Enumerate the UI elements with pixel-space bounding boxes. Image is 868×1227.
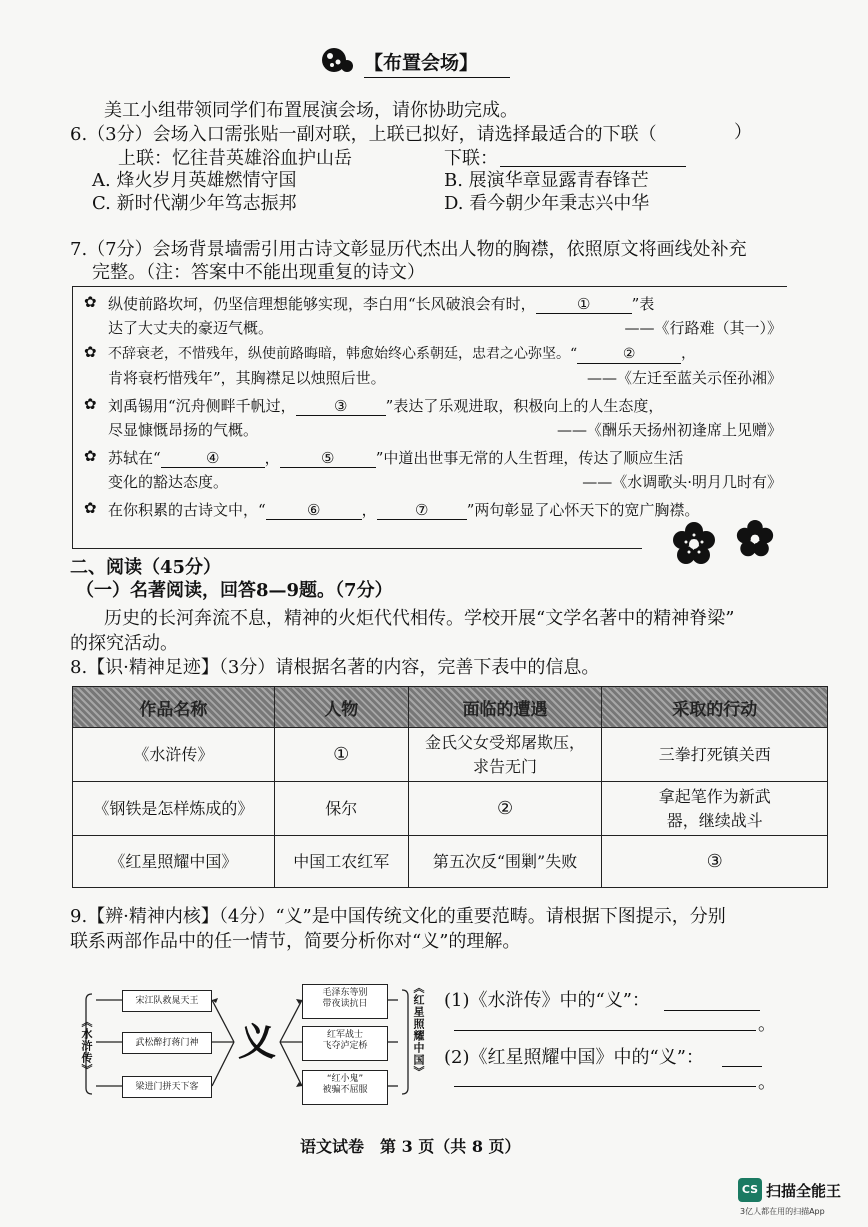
q7-stem-1: 7.（7分）会场背景墙需引用古诗文彰显历代杰出人物的胸襟，依照原文将画线处补充 [70, 239, 747, 260]
q9-stem-2: 联系两部作品中的任一情节，简要分析你对“义”的理解。 [70, 931, 521, 952]
q8-stem: 8.【识·精神足迹】（3分）请根据名著的内容，完善下表中的信息。 [70, 657, 600, 678]
table-row [73, 728, 828, 782]
table-cell: 拿起笔作为新武 器，继续战斗 [602, 782, 828, 836]
ornament-icon [320, 46, 354, 76]
q7-item-2-text-c: 肯将衰朽惜残年”，其胸襟足以烛照后世。 [108, 369, 386, 387]
right-box-1: 毛泽东等别 带夜读抗日 [302, 984, 388, 1019]
q6-upper: 上联：忆往昔英雄浴血护山岳 [118, 148, 352, 169]
table-cell-blank[interactable]: ③ [602, 836, 828, 888]
section-title: 【布置会场】 [364, 52, 479, 74]
blank-1[interactable]: ① [536, 295, 632, 314]
q7-item-3 [84, 394, 784, 440]
table-header: 作品名称 [73, 687, 275, 728]
q6-lower-blank [500, 166, 686, 167]
q7-item-2-source: ——《左迁至蓝关示侄孙湘》 [586, 369, 782, 387]
q7-item-1-text-a: 纵使前路坎坷，仍坚信理想能够实现，李白用“长风破浪会有时， [108, 295, 536, 313]
q7-item-4-source: ——《水调歌头·明月几时有》 [582, 473, 782, 491]
q9-answer-2-label: (2)《红星照耀中国》中的“义”： [444, 1047, 704, 1068]
left-box-2: 武松醉打蒋门神 [122, 1032, 212, 1054]
q7-box-bottom-line [72, 548, 642, 549]
table-cell: 第五次反“围剿”失败 [408, 836, 602, 888]
q9-answer-1-line-b[interactable] [454, 1030, 756, 1031]
q9-answer-1-line-a[interactable] [664, 1010, 760, 1011]
q6-option-a: A. 烽火岁月英雄燃情守国 [92, 170, 297, 191]
page-footer: 语文试卷 第 3 页（共 8 页） [300, 1137, 521, 1156]
q7-item-1-source: ——《行路难（其一）》 [624, 319, 782, 337]
table-cell: 金氏父女受郑屠欺压， 求告无门 [408, 728, 602, 782]
section-intro: 美工小组带领同学们布置展演会场，请你协助完成。 [104, 100, 518, 121]
blank-3[interactable]: ③ [296, 397, 386, 416]
blank-2[interactable]: ② [577, 345, 681, 364]
q6-stem: 6.（3分）会场入口需张贴一副对联，上联已拟好，请选择最适合的下联（ [70, 124, 657, 145]
q7-item-4-text-b: ”中道出世事无常的人生哲理，传达了顺应生活 [375, 449, 684, 467]
q9-answer-2-period: 。 [758, 1072, 776, 1093]
q7-item-3-source: ——《酬乐天扬州初逢席上见赠》 [556, 421, 782, 439]
q7-item-2-text-b: ， [681, 346, 696, 362]
yi-diagram [76, 976, 425, 1110]
table-row [73, 836, 828, 888]
q7-item-2-text-a: 不辞衰老，不惜残年，纵使前路晦暗，韩愈始终心系朝廷，忠君之心弥坚。“ [108, 346, 578, 362]
q9-answer-1-label: (1)《水浒传》中的“义”： [444, 990, 650, 1011]
q7-item-3-text-b: ”表达了乐观进取，积极向上的人生态度， [385, 397, 664, 415]
flower-bullet-icon: ✿ [84, 343, 97, 361]
table-header-row [73, 687, 828, 728]
plum-blossom-icon [736, 520, 774, 558]
q6-paren-close: ） [734, 122, 752, 143]
center-yi: 义 [238, 1019, 277, 1064]
table-cell: 《水浒传》 [73, 728, 275, 782]
q7-item-5-text-b: ”两句彰显了心怀天下的宽广胸襟。 [466, 501, 700, 519]
q9-answer-2-line-a[interactable] [722, 1066, 762, 1067]
flower-bullet-icon: ✿ [84, 447, 97, 465]
q7-stem-2: 完整。（注：答案中不能出现重复的诗文） [92, 262, 425, 283]
q7-item-4-mid: ， [264, 449, 280, 467]
title-underline [364, 77, 510, 78]
reading-intro-1: 历史的长河奔流不息，精神的火炬代代相传。学校开展“文学名著中的精神脊梁” [104, 608, 735, 629]
table-cell: 《钢铁是怎样炼成的》 [73, 782, 275, 836]
left-box-1: 宋江队救晁天王 [122, 990, 212, 1012]
left-box-3: 梁进门拼天下客 [122, 1076, 212, 1098]
q7-item-3-text-a: 刘禹锡用“沉舟侧畔千帆过， [108, 397, 296, 415]
q9-stem-1: 9.【辨·精神内核】（4分）“义”是中国传统文化的重要范畴。请根据下图提示，分别 [70, 906, 726, 927]
table-header: 人物 [274, 687, 408, 728]
blank-7[interactable]: ⑦ [377, 501, 467, 520]
table-cell-blank[interactable]: ② [408, 782, 602, 836]
q7-item-4-text-c: 变化的豁达态度。 [108, 473, 229, 491]
reading-sub: （一）名著阅读，回答8—9题。（7分） [76, 580, 393, 601]
plum-blossom-icon [672, 522, 716, 566]
table-cell: 保尔 [274, 782, 408, 836]
table-row [73, 782, 828, 836]
table-cell: 三拳打死镇关西 [602, 728, 828, 782]
q6-lower: 下联： [444, 148, 498, 169]
q8-table [72, 686, 828, 888]
scanner-watermark [738, 1178, 864, 1222]
q9-answer-2-line-b[interactable] [454, 1086, 756, 1087]
q7-item-1-text-b: ”表 [631, 295, 655, 313]
flower-bullet-icon: ✿ [84, 395, 97, 413]
q7-item-5-text-a: 在你积累的古诗文中，“ [108, 501, 266, 519]
reading-title: 二、阅读（45分） [70, 557, 222, 578]
table-cell-blank[interactable]: ① [274, 728, 408, 782]
flower-bullet-icon: ✿ [84, 293, 97, 311]
blank-5[interactable]: ⑤ [280, 449, 376, 468]
q6-option-c: C. 新时代潮少年笃志振邦 [92, 193, 297, 214]
q7-item-1-text-c: 达了大丈夫的豪迈气概。 [108, 319, 274, 337]
q7-item-5-mid: ， [361, 501, 377, 519]
q6-option-b: B. 展演华章显露青春锋芒 [444, 170, 649, 191]
scanner-tagline: 3亿人都在用的扫描App [740, 1207, 825, 1216]
right-work-label: 《红星照耀中国》 [412, 982, 425, 1078]
scanner-name: 扫描全能王 [766, 1182, 842, 1200]
q9-answer-1-period: 。 [758, 1014, 776, 1035]
q7-item-5 [84, 498, 784, 522]
reading-intro-2: 的探究活动。 [70, 633, 178, 654]
table-cell: 中国工农红军 [274, 836, 408, 888]
blank-4[interactable]: ④ [161, 449, 265, 468]
q7-item-3-text-c: 尽显慷慨昂扬的气概。 [108, 421, 259, 439]
q6-option-d: D. 看今朝少年秉志兴中华 [444, 193, 650, 214]
table-header: 采取的行动 [602, 687, 828, 728]
q7-item-2 [84, 342, 784, 388]
scanner-logo-icon: CS [738, 1178, 762, 1202]
right-box-2: 红军战士 飞夺泸定桥 [302, 1026, 388, 1061]
blank-6[interactable]: ⑥ [266, 501, 362, 520]
table-header: 面临的遭遇 [408, 687, 602, 728]
q7-item-4 [84, 446, 784, 492]
table-cell: 《红星照耀中国》 [73, 836, 275, 888]
q7-item-1 [84, 292, 784, 338]
right-box-3: “红小鬼” 被骗不屈服 [302, 1070, 388, 1105]
q7-item-4-text-a: 苏轼在“ [108, 449, 161, 467]
flower-bullet-icon: ✿ [84, 499, 97, 517]
section-header [320, 46, 510, 80]
left-work-label: 《水浒传》 [80, 1016, 93, 1076]
